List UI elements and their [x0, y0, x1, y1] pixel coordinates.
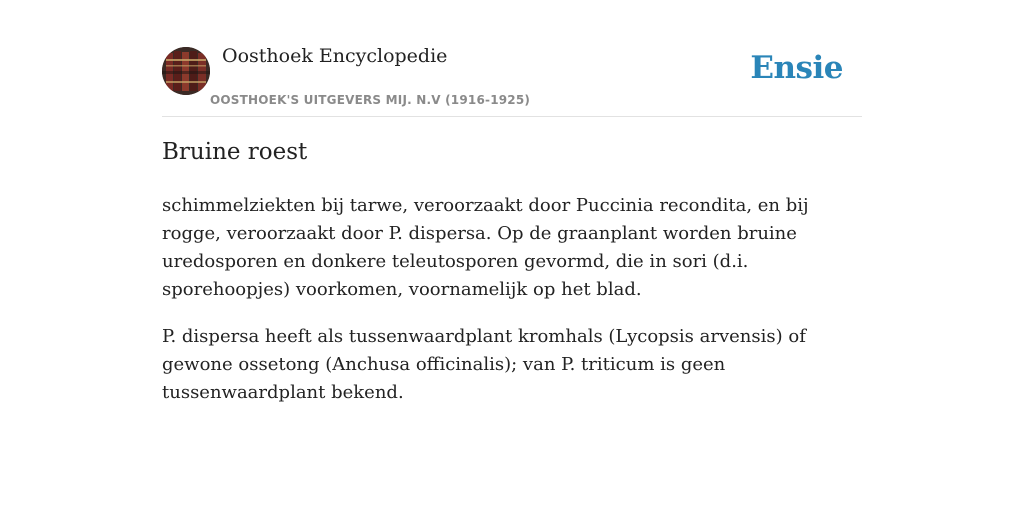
entry-paragraph: P. dispersa heeft als tussenwaardplant kromhals (Lycopsis arvensis) of gewone ossetong (Anchusa officinalis); van P. triticum is geen tussenwaardplant bekend.: [162, 326, 806, 403]
entry-paragraph: schimmelziekten bij tarwe, veroorzaakt door Puccinia recondita, en bij rogge, veroorzaakt door P. dispersa. Op de graanplant worden bruine uredosporen en donkere teleutosporen gevormd, die in sori (d.i. sporehoopjes) voorkomen, voornamelijk op het blad.: [162, 195, 809, 300]
page-container: [162, 0, 862, 403]
books-icon: [162, 47, 210, 95]
header: [162, 0, 862, 117]
publisher-label: OOSTHOEK'S UITGEVERS MIJ. N.V (1916-1925): [210, 93, 531, 107]
entry-body: [162, 192, 862, 426]
entry-title: Bruine roest: [162, 139, 308, 165]
book-title[interactable]: Oosthoek Encyclopedie: [222, 45, 448, 67]
book-cover-avatar[interactable]: [162, 47, 210, 95]
ensie-logo-link[interactable]: Ensie: [750, 50, 843, 86]
